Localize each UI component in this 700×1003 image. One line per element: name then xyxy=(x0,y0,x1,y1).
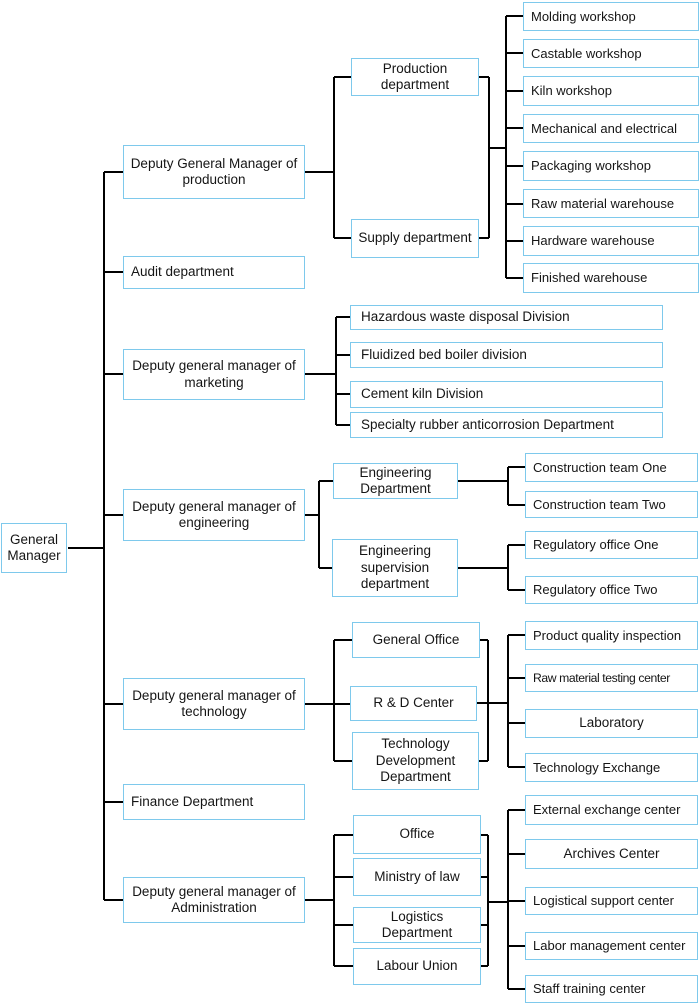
node-logistics-department: Logistics Department xyxy=(353,907,481,943)
node-deputy-technology: Deputy general manager of technology xyxy=(123,678,305,730)
node-archives-center: Archives Center xyxy=(525,839,698,869)
connector-marketing-branch xyxy=(305,317,350,425)
node-laboratory: Laboratory xyxy=(525,709,698,738)
node-raw-material-testing-center: Raw material testing center xyxy=(525,664,698,692)
node-finance-department: Finance Department xyxy=(123,784,305,820)
node-deputy-production: Deputy General Manager of production xyxy=(123,145,305,199)
node-castable-workshop: Castable workshop xyxy=(523,39,699,68)
node-construction-team-one: Construction team One xyxy=(525,453,698,482)
node-technology-exchange: Technology Exchange xyxy=(525,753,698,782)
node-general-office: General Office xyxy=(352,622,480,658)
node-labour-union: Labour Union xyxy=(353,948,481,985)
node-deputy-administration: Deputy general manager of Administration xyxy=(123,877,305,923)
node-hazardous-waste-division: Hazardous waste disposal Division xyxy=(350,305,663,330)
node-general-manager: General Manager xyxy=(1,523,67,573)
node-engineering-department: Engineering Department xyxy=(333,463,458,499)
node-audit-department: Audit department xyxy=(123,256,305,289)
node-molding-workshop: Molding workshop xyxy=(523,2,699,31)
connector-trunk xyxy=(68,172,123,900)
node-mechanical-electrical-workshop: Mechanical and electrical xyxy=(523,114,699,143)
node-regulatory-office-one: Regulatory office One xyxy=(525,531,698,559)
node-cement-kiln-division: Cement kiln Division xyxy=(350,381,663,408)
node-raw-material-warehouse: Raw material warehouse xyxy=(523,189,699,218)
node-construction-team-two: Construction team Two xyxy=(525,491,698,518)
node-rd-center: R & D Center xyxy=(350,686,477,721)
node-hardware-warehouse: Hardware warehouse xyxy=(523,226,699,256)
node-office: Office xyxy=(353,815,481,854)
node-logistical-support-center: Logistical support center xyxy=(525,887,698,915)
node-production-department: Production department xyxy=(351,58,479,96)
node-engineering-supervision-department: Engineering supervision department xyxy=(332,539,458,597)
node-regulatory-office-two: Regulatory office Two xyxy=(525,576,698,604)
node-finished-warehouse: Finished warehouse xyxy=(523,263,699,293)
node-kiln-workshop: Kiln workshop xyxy=(523,76,699,106)
node-deputy-marketing: Deputy general manager of marketing xyxy=(123,349,305,400)
node-supply-department: Supply department xyxy=(351,219,479,258)
node-packaging-workshop: Packaging workshop xyxy=(523,151,699,181)
node-deputy-engineering: Deputy general manager of engineering xyxy=(123,489,305,541)
node-technology-development-department: Technology Development Department xyxy=(352,732,479,790)
node-staff-training-center: Staff training center xyxy=(525,975,698,1003)
node-specialty-rubber-department: Specialty rubber anticorrosion Department xyxy=(350,412,663,438)
node-external-exchange-center: External exchange center xyxy=(525,795,698,825)
node-labor-management-center: Labor management center xyxy=(525,932,698,960)
node-fluidized-bed-division: Fluidized bed boiler division xyxy=(350,342,663,368)
node-product-quality-inspection: Product quality inspection xyxy=(525,621,698,650)
node-ministry-of-law: Ministry of law xyxy=(353,858,481,896)
